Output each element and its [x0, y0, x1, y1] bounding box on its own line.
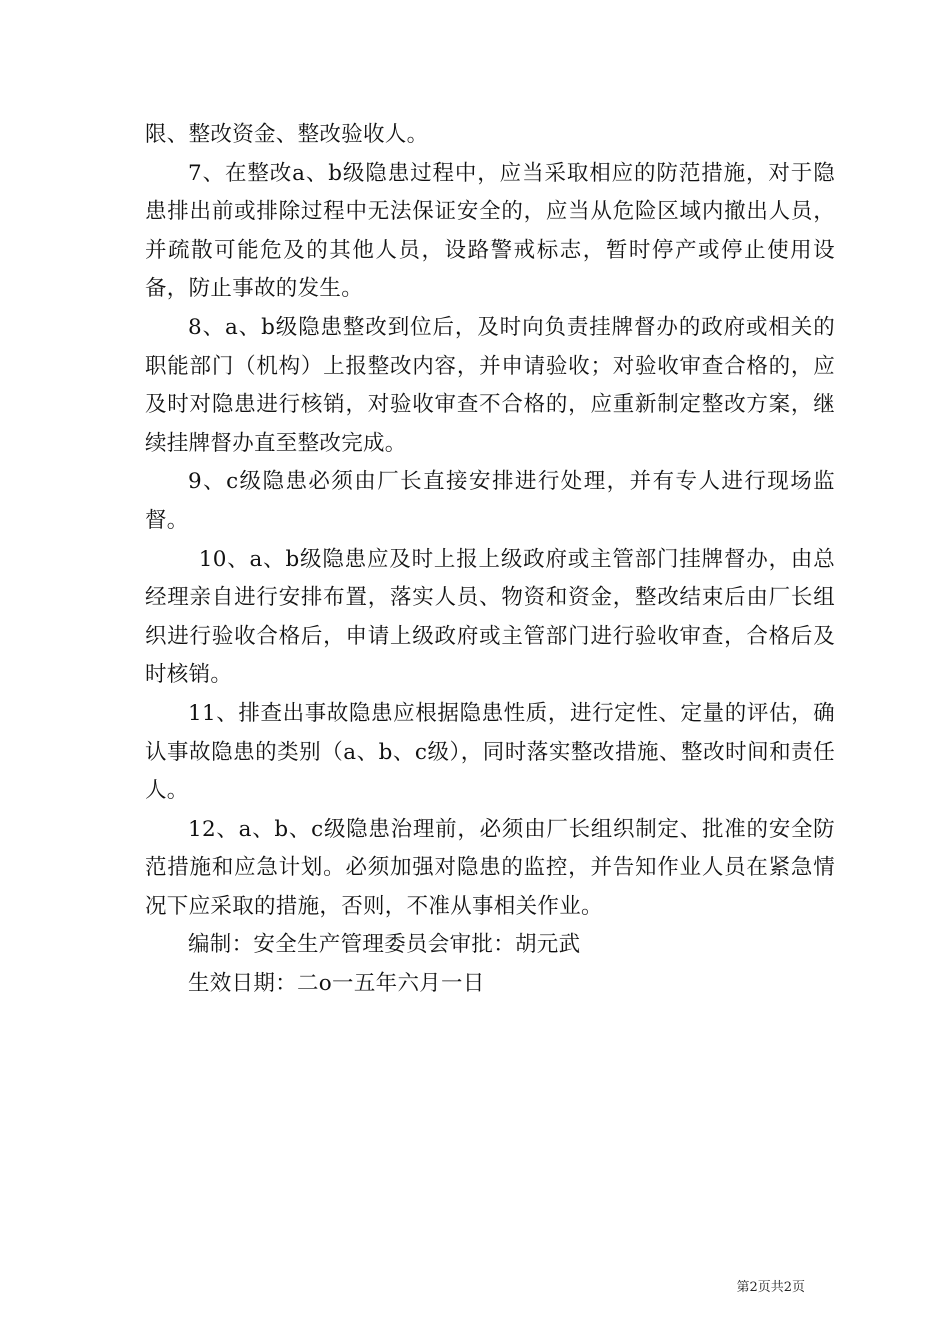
paragraph-item-7: 7、在整改a、b级隐患过程中，应当采取相应的防范措施，对于隐患排出前或排除过程中无法保证安全的，应当从危险区域内撤出人员，并疏散可能危及的其他人员，设路警戒标志，暂时停产或停止使用设备，防止事故的发生。	[145, 160, 835, 302]
page-number-footer: 第2页共2页	[736, 1280, 805, 1295]
paragraph-item-9: 9、c级隐患必须由厂长直接安排进行处理，并有专人进行现场监督。	[145, 469, 835, 533]
paragraph-continuation: 限、整改资金、整改验收人。	[145, 122, 429, 147]
paragraph-item-10: 10、a、b级隐患应及时上报上级政府或主管部门挂牌督办，由总经理亲自进行安排布置，落实人员、物资和资金，整改结束后由厂长组织进行验收合格后，申请上级政府或主管部门进行验收审查，合格后及时核销。	[145, 546, 835, 688]
paragraph-item-12: 12、a、b、c级隐患治理前，必须由厂长组织制定、批准的安全防范措施和应急计划。必须加强对隐患的监控，并告知作业人员在紧急情况下应采取的措施，否则，不准从事相关作业。	[145, 816, 835, 919]
author-approval-line: 编制：安全生产管理委员会审批：胡元武	[188, 932, 581, 958]
effective-date-line: 生效日期：二o一五年六月一日	[188, 971, 485, 997]
paragraph-item-8: 8、a、b级隐患整改到位后，及时向负责挂牌督办的政府或相关的职能部门（机构）上报整改内容，并申请验收；对验收审查合格的，应及时对隐患进行核销，对验收审查不合格的，应重新制定整改方案，继续挂牌督办直至整改完成。	[145, 314, 835, 456]
document-body	[145, 116, 835, 1004]
paragraph-item-11: 11、排查出事故隐患应根据隐患性质，进行定性、定量的评估，确认事故隐患的类别（a、b、c级），同时落实整改措施、整改时间和责任人。	[145, 700, 835, 804]
